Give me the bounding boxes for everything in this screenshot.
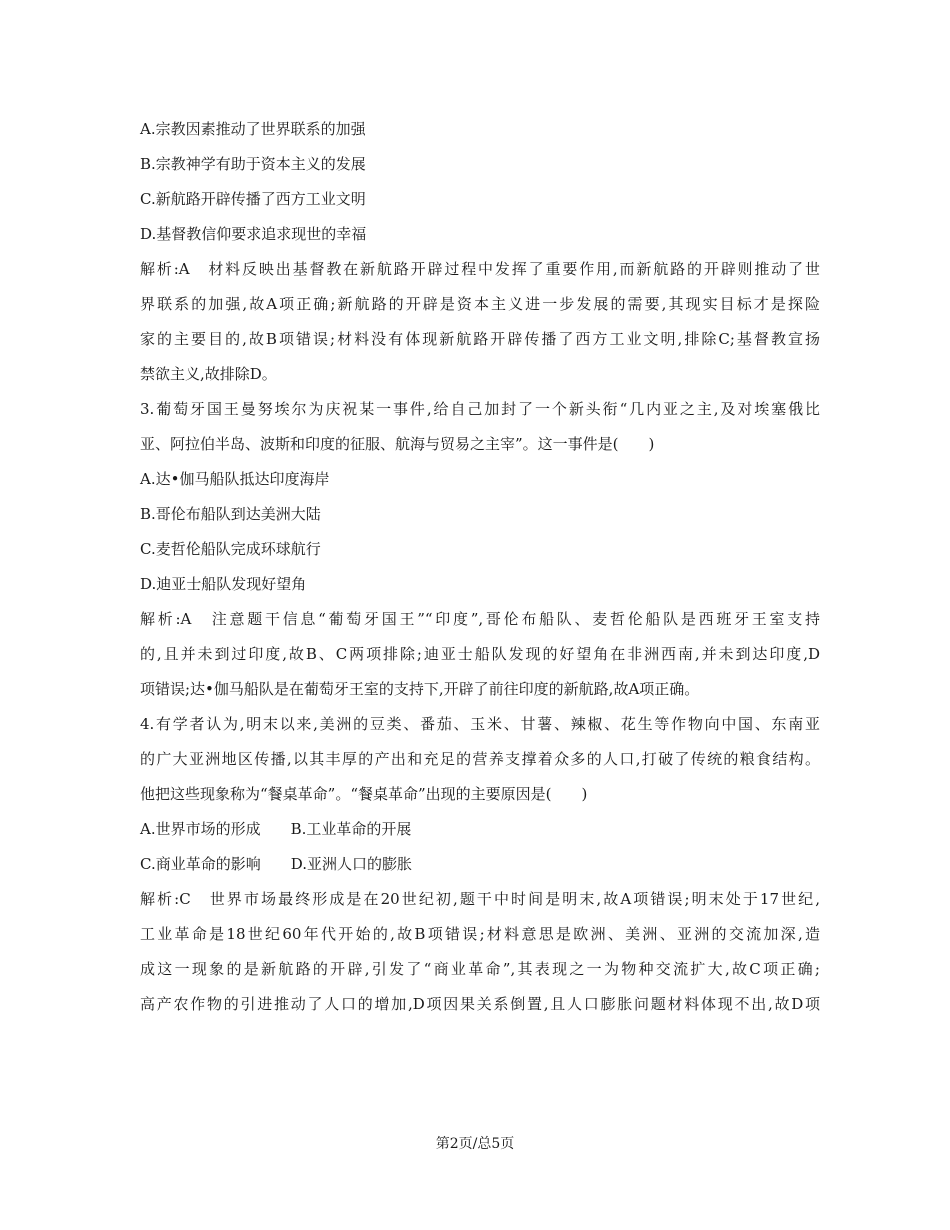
question-line: 3.葡萄牙国王曼努埃尔为庆祝某一事件,给自己加封了一个新头衔“几内亚之主,及对埃塞俄比 <box>140 400 820 418</box>
option-line: A.达•伽马船队抵达印度海岸 <box>140 470 330 488</box>
question-line: 4.有学者认为,明末以来,美洲的豆类、番茄、玉米、甘薯、辣椒、花生等作物向中国、东南亚 <box>140 715 820 733</box>
analysis-line: 解析:A 注意题干信息“葡萄牙国王”“印度”,哥伦布船队、麦哲伦船队是西班牙王室支持 <box>140 610 820 628</box>
option-line: B.哥伦布船队到达美洲大陆 <box>140 505 321 523</box>
analysis-line: 工业革命是18世纪60年代开始的,故B项错误;材料意思是欧洲、美洲、亚洲的交流加深,造 <box>140 925 820 943</box>
analysis-line: 成这一现象的是新航路的开辟,引发了“商业革命”,其表现之一为物种交流扩大,故C项正确; <box>140 960 820 978</box>
option-line: C.商业革命的影响 D.亚洲人口的膨胀 <box>140 855 412 873</box>
question-line: 他把这些现象称为“餐桌革命”。“餐桌革命”出现的主要原因是( ) <box>140 785 588 803</box>
option-line: D.迪亚士船队发现好望角 <box>140 575 307 593</box>
analysis-line: 解析:C 世界市场最终形成是在20世纪初,题干中时间是明末,故A项错误;明末处于17世纪, <box>140 890 820 908</box>
question-line: 的广大亚洲地区传播,以其丰厚的产出和充足的营养支撑着众多的人口,打破了传统的粮食结构。 <box>140 750 820 768</box>
option-line: C.新航路开辟传播了西方工业文明 <box>140 190 366 208</box>
analysis-line: 的,且并未到过印度,故B、C两项排除;迪亚士船队发现的好望角在非洲西南,并未到达印度,D <box>140 645 820 663</box>
analysis-line: 高产农作物的引进推动了人口的增加,D项因果关系倒置,且人口膨胀问题材料体现不出,故D项 <box>140 995 820 1013</box>
option-line: D.基督教信仰要求追求现世的幸福 <box>140 225 367 243</box>
option-line: A.宗教因素推动了世界联系的加强 <box>140 120 366 138</box>
analysis-line: 项错误;达•伽马船队是在葡萄牙王室的支持下,开辟了前往印度的新航路,故A项正确。 <box>140 680 700 698</box>
option-line: A.世界市场的形成 B.工业革命的开展 <box>140 820 412 838</box>
analysis-line: 禁欲主义,故排除D。 <box>140 365 277 383</box>
analysis-line: 解析:A 材料反映出基督教在新航路开辟过程中发挥了重要作用,而新航路的开辟则推动了世 <box>140 260 820 278</box>
page-content <box>140 112 820 1022</box>
option-line: C.麦哲伦船队完成环球航行 <box>140 540 321 558</box>
analysis-line: 家的主要目的,故B项错误;材料没有体现新航路开辟传播了西方工业文明,排除C;基督教宣扬 <box>140 330 820 348</box>
question-line: 亚、阿拉伯半岛、波斯和印度的征服、航海与贸易之主宰”。这一事件是( ) <box>140 435 655 453</box>
analysis-line: 界联系的加强,故A项正确;新航路的开辟是资本主义进一步发展的需要,其现实目标才是探险 <box>140 295 820 313</box>
page-number: 第2页/总5页 <box>435 1136 515 1152</box>
option-line: B.宗教神学有助于资本主义的发展 <box>140 155 366 173</box>
